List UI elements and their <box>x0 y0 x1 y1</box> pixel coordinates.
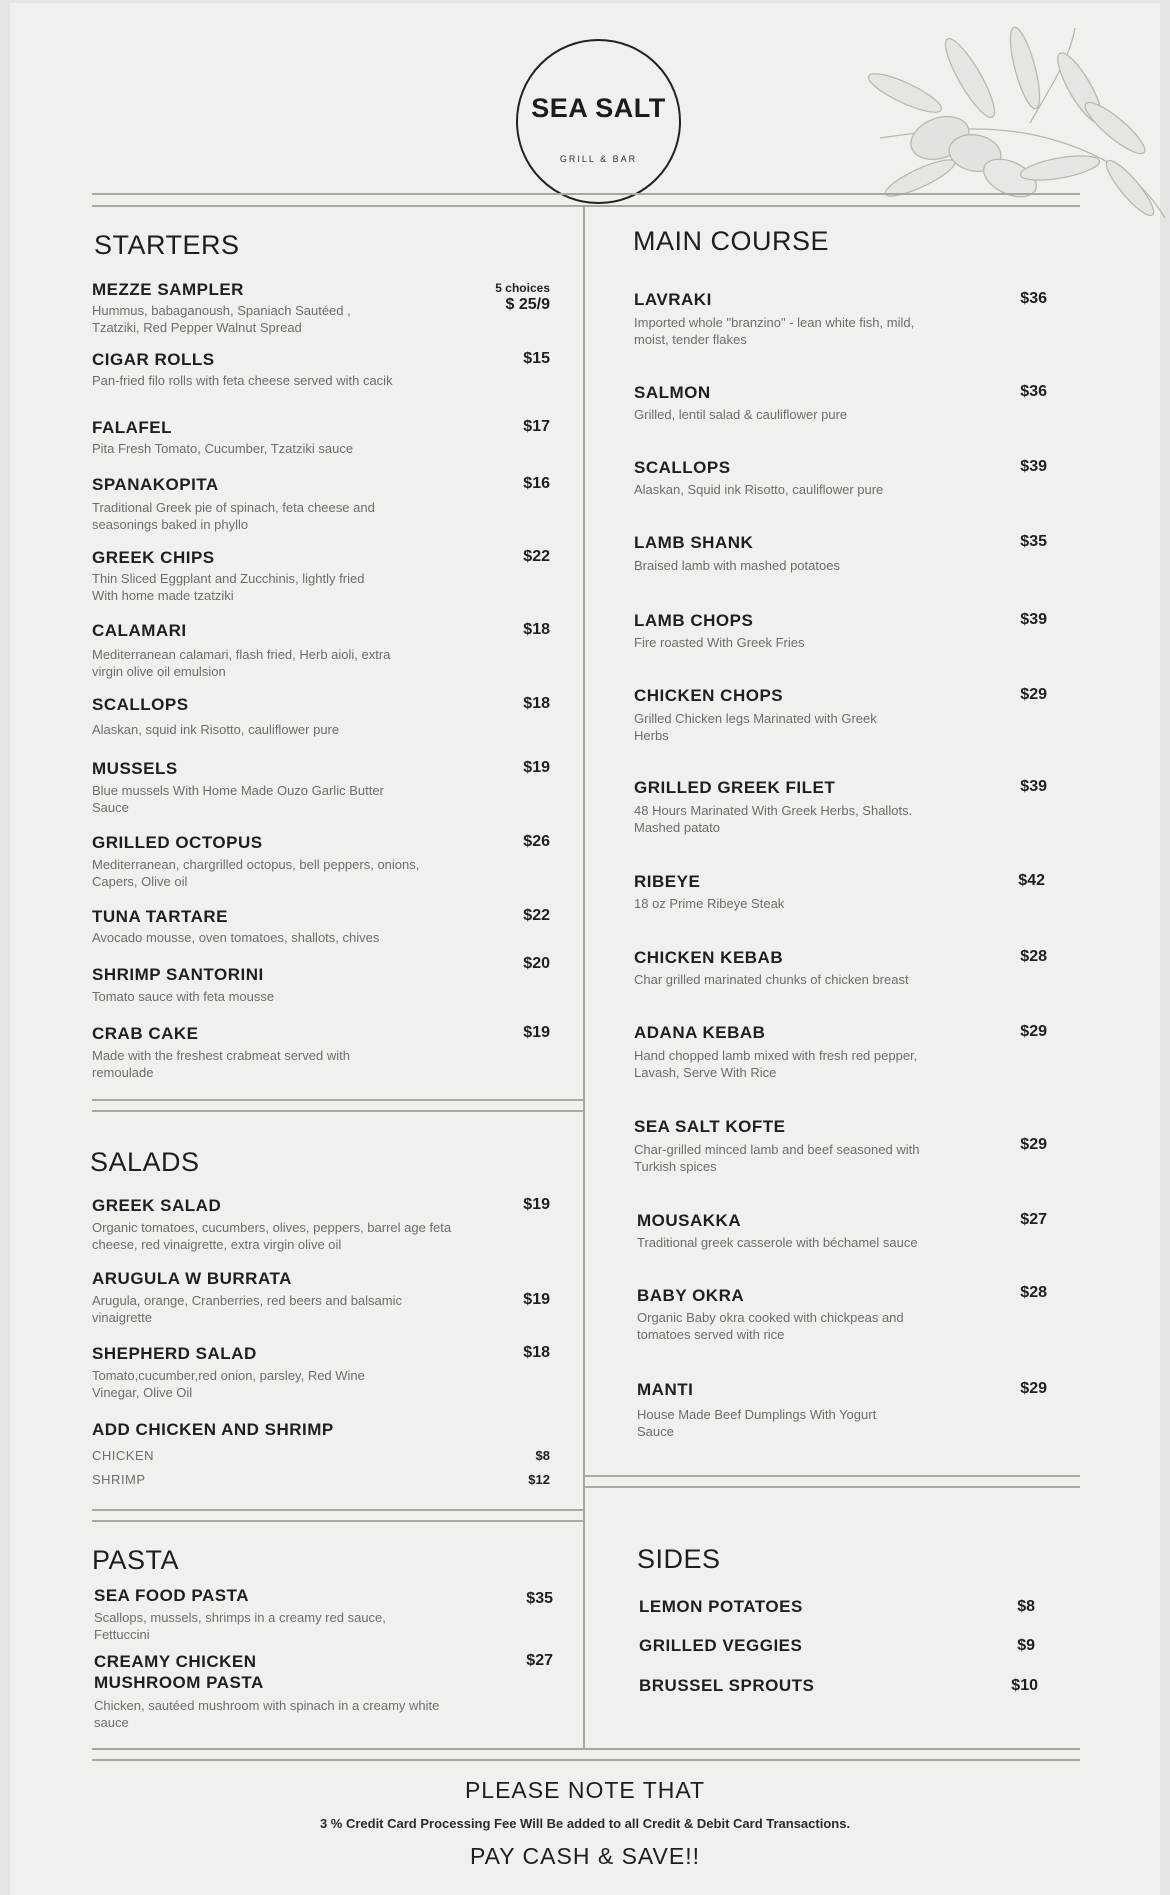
item-price: $19 <box>523 1196 550 1213</box>
item-description: Hummus, babaganoush, Spaniach Sautéed , Tzatziki, Red Pepper Walnut Spread <box>92 303 351 335</box>
item-name: SCALLOPS <box>92 695 189 714</box>
bottom-rule-2 <box>92 1759 1080 1761</box>
side-price: $8 <box>1017 1598 1035 1615</box>
top-rule-1 <box>92 193 1080 195</box>
item-name: SEA FOOD PASTA <box>94 1586 249 1605</box>
item-price: $19 <box>523 1024 550 1041</box>
main-course-title: MAIN COURSE <box>633 226 830 256</box>
item-description: Made with the freshest crabmeat served with remoulade <box>92 1048 350 1080</box>
item-price: $15 <box>523 350 550 367</box>
item-description: 18 oz Prime Ribeye Steak <box>634 896 785 911</box>
item-description: House Made Beef Dumplings With Yogurt Sauce <box>637 1407 877 1439</box>
item-description: Grilled, lentil salad & cauliflower pure <box>634 407 848 422</box>
item-price: $19 <box>523 759 550 776</box>
column-divider <box>583 206 585 1748</box>
footer-title: PLEASE NOTE THAT <box>464 1777 706 1803</box>
item-price: $29 <box>1020 686 1047 703</box>
main-rule-2 <box>585 1486 1080 1488</box>
item-description: Tomato sauce with feta mousse <box>92 989 275 1004</box>
item-description: Thin Sliced Eggplant and Zucchinis, lightly fried With home made tzatziki <box>92 571 365 603</box>
item-description: Blue mussels With Home Made Ouzo Garlic Butter Sauce <box>92 783 384 815</box>
item-description: Tomato,cucumber,red onion, parsley, Red Wine Vinegar, Olive Oil <box>92 1368 365 1400</box>
item-name: TUNA TARTARE <box>92 907 228 926</box>
addons-title: ADD CHICKEN AND SHRIMP <box>92 1420 334 1439</box>
item-name: CALAMARI <box>92 621 187 640</box>
addon-price: $8 <box>535 1448 550 1463</box>
logo-name: SEA SALT <box>531 93 666 123</box>
side-name: BRUSSEL SPROUTS <box>639 1676 815 1695</box>
item-description: Braised lamb with mashed potatoes <box>634 558 840 573</box>
item-price: $27 <box>526 1652 553 1669</box>
side-name: GRILLED VEGGIES <box>639 1636 803 1655</box>
item-description: Fire roasted With Greek Fries <box>634 635 805 650</box>
item-description: Mediterranean calamari, flash fried, Herb aioli, extra virgin olive oil emulsion <box>92 647 391 679</box>
side-name: LEMON POTATOES <box>639 1597 803 1616</box>
item-price: $36 <box>1020 383 1047 400</box>
item-name: LAMB SHANK <box>634 533 754 552</box>
bottom-rule-1 <box>92 1748 1080 1750</box>
side-price: $9 <box>1017 1637 1035 1654</box>
item-name: MANTI <box>637 1380 694 1399</box>
item-price: $35 <box>526 1590 553 1607</box>
item-name: SHRIMP SANTORINI <box>92 965 264 984</box>
item-price: $39 <box>1020 611 1047 628</box>
item-price: $29 <box>1020 1136 1047 1153</box>
item-price: $20 <box>523 955 550 972</box>
item-name: CHICKEN KEBAB <box>634 948 784 967</box>
addon-label: SHRIMP <box>92 1472 146 1487</box>
menu-page <box>10 3 1160 1895</box>
price-note: 5 choices <box>495 281 550 295</box>
footer-note: 3 % Credit Card Processing Fee Will Be added to all Credit & Debit Card Transactions. <box>319 1816 851 1831</box>
item-description: Alaskan, Squid ink Risotto, cauliflower pure <box>634 482 884 497</box>
item-name: GREEK SALAD <box>92 1196 222 1215</box>
item-description: Char-grilled minced lamb and beef seasoned with Turkish spices <box>634 1142 920 1174</box>
item-description: Pan-fried filo rolls with feta cheese served with cacik <box>92 373 393 388</box>
item-name: CRAB CAKE <box>92 1024 199 1043</box>
item-name: GREEK CHIPS <box>92 548 215 567</box>
salads-rule-1 <box>92 1509 583 1511</box>
item-name: FALAFEL <box>92 418 172 437</box>
item-name: SPANAKOPITA <box>92 475 219 494</box>
item-name: GRILLED OCTOPUS <box>92 833 263 852</box>
main-rule-1 <box>585 1475 1080 1477</box>
item-price: $17 <box>523 418 550 435</box>
item-price: $29 <box>1020 1023 1047 1040</box>
item-price: $27 <box>1020 1211 1047 1228</box>
item-description: Scallops, mussels, shrimps in a creamy red sauce, Fettuccini <box>94 1610 386 1642</box>
item-price: $39 <box>1020 458 1047 475</box>
item-description: Chicken, sautéed mushroom with spinach in a creamy white sauce <box>94 1698 440 1730</box>
item-price: $18 <box>523 695 550 712</box>
pasta-title: PASTA <box>92 1545 180 1575</box>
pay-cash-note: PAY CASH & SAVE!! <box>469 1843 701 1869</box>
item-name: CIGAR ROLLS <box>92 350 215 369</box>
item-price: $22 <box>523 907 550 924</box>
salads-rule-2 <box>92 1520 583 1522</box>
item-price: $18 <box>523 1344 550 1361</box>
item-price: $42 <box>1018 872 1045 889</box>
item-name: MUSSELS <box>92 759 178 778</box>
item-description: Avocado mousse, oven tomatoes, shallots, chives <box>92 930 380 945</box>
item-name: MOUSAKKA <box>637 1211 742 1230</box>
starters-title: STARTERS <box>94 230 240 260</box>
item-price: $ 25/9 <box>505 296 550 313</box>
addon-price: $12 <box>528 1472 550 1487</box>
item-name: SHEPHERD SALAD <box>92 1344 257 1363</box>
item-description: Hand chopped lamb mixed with fresh red pepper, Lavash, Serve With Rice <box>634 1048 918 1080</box>
item-price: $35 <box>1020 533 1047 550</box>
side-price: $10 <box>1011 1677 1038 1694</box>
item-description: Traditional greek casserole with béchamel sauce <box>637 1235 918 1250</box>
item-name: SEA SALT KOFTE <box>634 1117 786 1136</box>
item-name: LAMB CHOPS <box>634 611 754 630</box>
item-description: Traditional Greek pie of spinach, feta cheese and seasonings baked in phyllo <box>92 500 375 532</box>
item-price: $28 <box>1020 948 1047 965</box>
item-price: $16 <box>523 475 550 492</box>
item-price: $18 <box>523 621 550 638</box>
item-description: Organic tomatoes, cucumbers, olives, peppers, barrel age feta cheese, red vinaigrette, extra virgin olive oil <box>92 1220 452 1252</box>
item-description: Grilled Chicken legs Marinated with Greek Herbs <box>634 711 877 743</box>
item-description: Organic Baby okra cooked with chickpeas and tomatoes served with rice <box>637 1310 904 1342</box>
item-price: $26 <box>523 833 550 850</box>
item-name: SALMON <box>634 383 711 402</box>
item-price: $36 <box>1020 290 1047 307</box>
olive-branch-illustration <box>860 18 1170 243</box>
item-price: $22 <box>523 548 550 565</box>
restaurant-logo <box>516 39 681 204</box>
item-name: MEZZE SAMPLER <box>92 280 244 299</box>
item-name: LAVRAKI <box>634 290 712 309</box>
item-description: Mediterranean, chargrilled octopus, bell peppers, onions, Capers, Olive oil <box>92 857 420 889</box>
item-name: BABY OKRA <box>637 1286 745 1305</box>
sides-title: SIDES <box>637 1544 721 1574</box>
salads-title: SALADS <box>90 1147 200 1177</box>
item-name: RIBEYE <box>634 872 701 891</box>
logo-subtitle: GRILL & BAR <box>559 154 638 164</box>
item-price: $29 <box>1020 1380 1047 1397</box>
item-description: Pita Fresh Tomato, Cucumber, Tzatziki sauce <box>92 441 354 456</box>
item-description: 48 Hours Marinated With Greek Herbs, Shallots. Mashed patato <box>634 803 913 835</box>
item-price: $28 <box>1020 1284 1047 1301</box>
item-name: GRILLED GREEK FILET <box>634 778 836 797</box>
item-description: Char grilled marinated chunks of chicken breast <box>634 972 909 987</box>
item-price: $39 <box>1020 778 1047 795</box>
item-name: ARUGULA W BURRATA <box>92 1269 292 1288</box>
addon-label: CHICKEN <box>92 1448 155 1463</box>
starters-rule-2 <box>92 1110 583 1112</box>
item-price: $19 <box>523 1291 550 1308</box>
item-name: ADANA KEBAB <box>634 1023 766 1042</box>
item-name-line-1: CREAMY CHICKEN <box>94 1652 257 1671</box>
item-name: SCALLOPS <box>634 458 731 477</box>
starters-rule-1 <box>92 1099 583 1101</box>
item-description: Alaskan, squid ink Risotto, cauliflower pure <box>92 722 340 737</box>
item-description: Arugula, orange, Cranberries, red beers and balsamic vinaigrette <box>92 1293 403 1325</box>
item-description: Imported whole "branzino" - lean white fish, mild, moist, tender flakes <box>634 315 915 347</box>
item-name-line-2: MUSHROOM PASTA <box>94 1673 264 1692</box>
item-name: CHICKEN CHOPS <box>634 686 784 705</box>
top-rule-2 <box>92 205 1080 207</box>
